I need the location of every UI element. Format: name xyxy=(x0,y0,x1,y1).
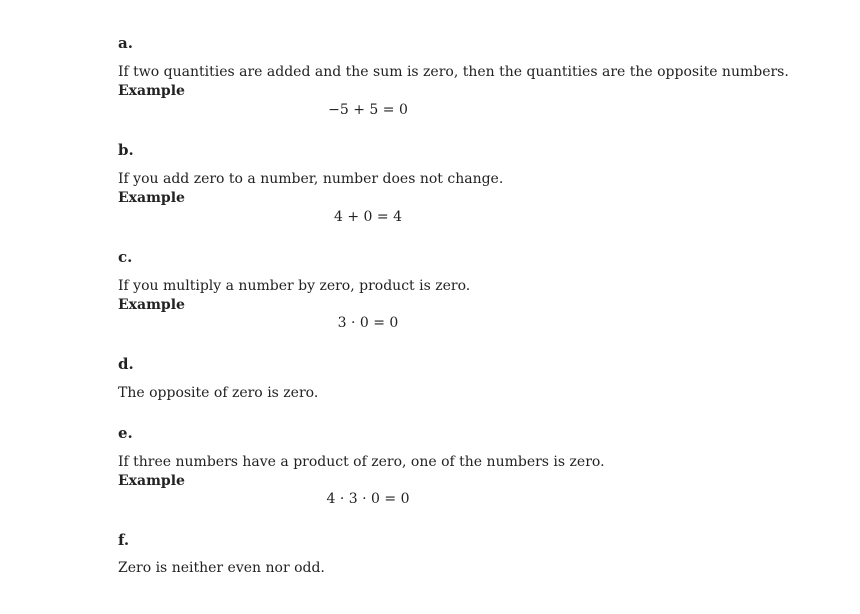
item-e-label: e. xyxy=(118,424,133,442)
item-b-example-label: Example xyxy=(118,190,185,206)
item-a-text: If two quantities are added and the sum is zero, then the quantities are the opposite numbers. xyxy=(118,64,789,80)
item-e-text: If three numbers have a product of zero, one of the numbers is zero. xyxy=(118,454,605,470)
item-c-label: c. xyxy=(118,248,133,266)
item-b-text: If you add zero to a number, number does not change. xyxy=(118,171,504,187)
item-b-label: b. xyxy=(118,141,134,159)
item-f-label: f. xyxy=(118,531,130,549)
item-f-text: Zero is neither even nor odd. xyxy=(118,560,325,576)
item-c-example-label: Example xyxy=(118,297,185,313)
item-c-text: If you multiply a number by zero, product is zero. xyxy=(118,278,471,294)
item-e-equation: 4 · 3 · 0 = 0 xyxy=(326,491,410,507)
item-d-label: d. xyxy=(118,355,134,373)
item-a-example-label: Example xyxy=(118,83,185,99)
item-b-equation: 4 + 0 = 4 xyxy=(334,209,402,225)
item-c-equation: 3 · 0 = 0 xyxy=(337,315,399,331)
item-d-text: The opposite of zero is zero. xyxy=(118,385,319,401)
item-e-example-label: Example xyxy=(118,473,185,489)
item-a-equation: −5 + 5 = 0 xyxy=(328,102,408,118)
item-a-label: a. xyxy=(118,34,133,52)
